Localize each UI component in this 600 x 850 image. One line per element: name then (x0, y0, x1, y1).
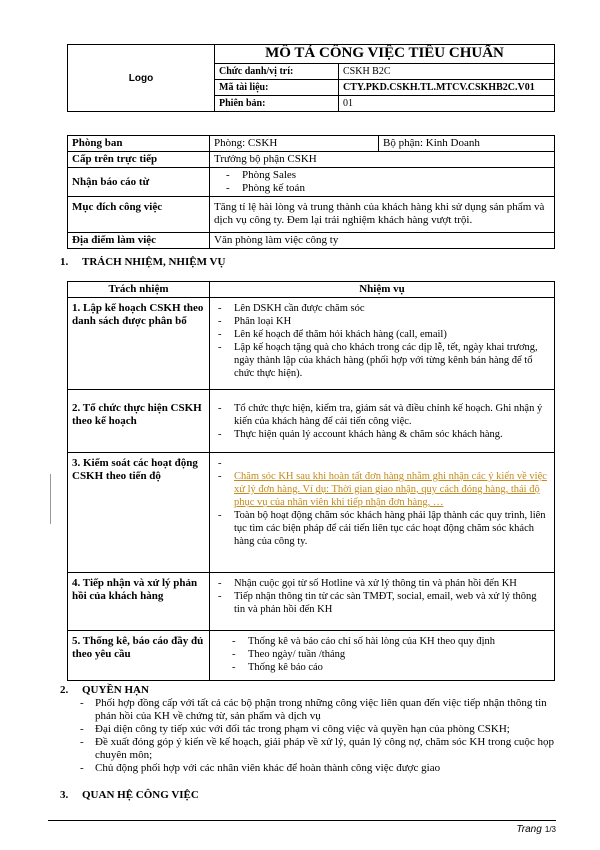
list-item: - Phòng Sales (226, 169, 297, 181)
report-from-label: Nhận báo cáo từ (68, 168, 210, 197)
position-value: CSKH B2C (339, 64, 555, 80)
table-row (68, 573, 555, 631)
footer-divider (48, 820, 556, 821)
duty-role-3: 3. Kiểm soát các hoạt động CSKH theo tiến độ (68, 453, 210, 573)
duty-tasks-1 (210, 298, 555, 390)
list-item: - Nhận cuộc gọi từ số Hotline và xử lý thông tin và phản hồi đến KH (218, 578, 517, 589)
duty-role-1: 1. Lập kế hoạch CSKH theo danh sách được phân bổ (68, 298, 210, 390)
section-heading-relations: 3. QUAN HỆ CÔNG VIỆC (60, 789, 199, 801)
list-item: - Đề xuất đóng góp ý kiến về kế hoạch, giải pháp về xử lý, quản lý công nợ, chăm sóc KH trong cuộc họp chuyên môn; (80, 736, 555, 761)
list-item: - Lên kế hoạch để thăm hỏi khách hàng (call, email) (218, 329, 447, 340)
list-item: - Lập kế hoạch tặng quà cho khách trong các dịp lễ, tết, ngày khai trương, ngày thành lập của khách hàng (phối hợp với từng kênh bán hàng để tổ chức thực hiện). (218, 342, 538, 379)
margin-mark (50, 474, 51, 524)
list-item: - Phòng kế toán (226, 182, 305, 194)
doc-code-label: Mã tài liệu: (215, 80, 339, 96)
purpose-value: Tăng tỉ lệ hài lòng và trung thành của khách hàng khi sử dụng sản phẩm và dịch vụ công ty. Đem lại trải nghiệm khách hàng vượt trội. (210, 197, 555, 233)
job-info-table (67, 135, 555, 249)
duty-tasks-2 (210, 390, 555, 453)
list-item: - Tiếp nhận thông tin từ các sàn TMĐT, social, email, web và xử lý thông tin và phản hồi đến KH (218, 591, 537, 615)
page-footer (516, 823, 556, 835)
department-label: Phòng ban (68, 136, 210, 152)
list-item: - (218, 458, 222, 469)
list-item: - Thống kê báo cáo (232, 662, 323, 673)
purpose-label: Mục đích công việc (68, 197, 210, 233)
logo: Logo (68, 45, 215, 112)
list-item: - Tổ chức thực hiện, kiểm tra, giám sát và điều chỉnh kế hoạch. Ghi nhận ý kiến của khách hàng để cải tiến công việc. (218, 403, 543, 427)
column-header-role: Trách nhiệm (68, 282, 210, 298)
report-from-list (210, 168, 555, 197)
section-heading-duties: 1. TRÁCH NHIỆM, NHIỆM VỤ (60, 256, 226, 268)
section-heading-rights: 2. QUYỀN HẠN (60, 684, 149, 696)
document-header (67, 44, 555, 112)
duty-tasks-3 (210, 453, 555, 573)
page-word: Trang (516, 824, 542, 835)
position-label: Chức danh/vị trí: (215, 64, 339, 80)
duty-role-4: 4. Tiếp nhận và xử lý phản hồi của khách hàng (68, 573, 210, 631)
superior-value: Trưởng bộ phận CSKH (210, 152, 555, 168)
list-item-highlighted: - Chăm sóc KH sau khi hoàn tất đơn hàng nhằm ghi nhận các ý kiến về việc xử lý đơn hàng. Ví dụ: Thời gian giao nhận, quy cách đóng hàng, thái độ phục vụ của nhân viên khi tiếp nhận đơn hàng, … (218, 471, 547, 508)
list-item: - Lên DSKH cần được chăm sóc (218, 303, 365, 314)
duty-role-5: 5. Thống kê, báo cáo đầy đủ theo yêu cầu (68, 631, 210, 681)
location-label: Địa điểm làm việc (68, 233, 210, 249)
list-item: - Thực hiện quản lý account khách hàng & chăm sóc khách hàng. (218, 429, 503, 440)
page-number: 1/3 (544, 825, 556, 834)
duties-table (67, 281, 555, 681)
document-title: MÔ TẢ CÔNG VIỆC TIÊU CHUẨN (215, 45, 555, 64)
table-row (68, 453, 555, 573)
doc-code-value: CTY.PKD.CSKH.TL.MTCV.CSKHB2C.V01 (339, 80, 555, 96)
rights-list (80, 697, 560, 775)
department-value: Phòng: CSKH (210, 136, 379, 152)
list-item: - Chủ động phối hợp với các nhân viên khác để hoàn thành công việc được giao (80, 762, 441, 774)
list-item: - Đại diện công ty tiếp xúc với đối tác trong phạm vi công việc và quyền hạn của phòng CSKH; (80, 723, 510, 735)
duty-tasks-5 (210, 631, 555, 681)
list-item: - Phân loại KH (218, 316, 292, 327)
list-item: - Thống kê và báo cáo chỉ số hài lòng của KH theo quy định (232, 636, 495, 647)
table-row (68, 298, 555, 390)
list-item: - Theo ngày/ tuần /tháng (232, 649, 346, 660)
division-value: Bộ phận: Kinh Doanh (379, 136, 555, 152)
table-row (68, 390, 555, 453)
version-value: 01 (339, 96, 555, 112)
duty-tasks-4 (210, 573, 555, 631)
version-label: Phiên bản: (215, 96, 339, 112)
list-item: - Toàn bộ hoạt động chăm sóc khách hàng phải lập thành các quy trình, liên tục tìm các biện pháp để cải tiến liên tục các hoạt động chăm sóc khách hàng của công ty. (218, 510, 546, 547)
table-row (68, 631, 555, 681)
list-item: - Phối hợp đồng cấp với tất cả các bộ phận trong những công việc liên quan đến việc tiếp nhận thông tin phản hồi của KH về chứng từ, sản phẩm và dịch vụ (80, 697, 547, 722)
duty-role-2: 2. Tổ chức thực hiện CSKH theo kế hoạch (68, 390, 210, 453)
location-value: Văn phòng làm việc công ty (210, 233, 555, 249)
column-header-task: Nhiệm vụ (210, 282, 555, 298)
superior-label: Cấp trên trực tiếp (68, 152, 210, 168)
